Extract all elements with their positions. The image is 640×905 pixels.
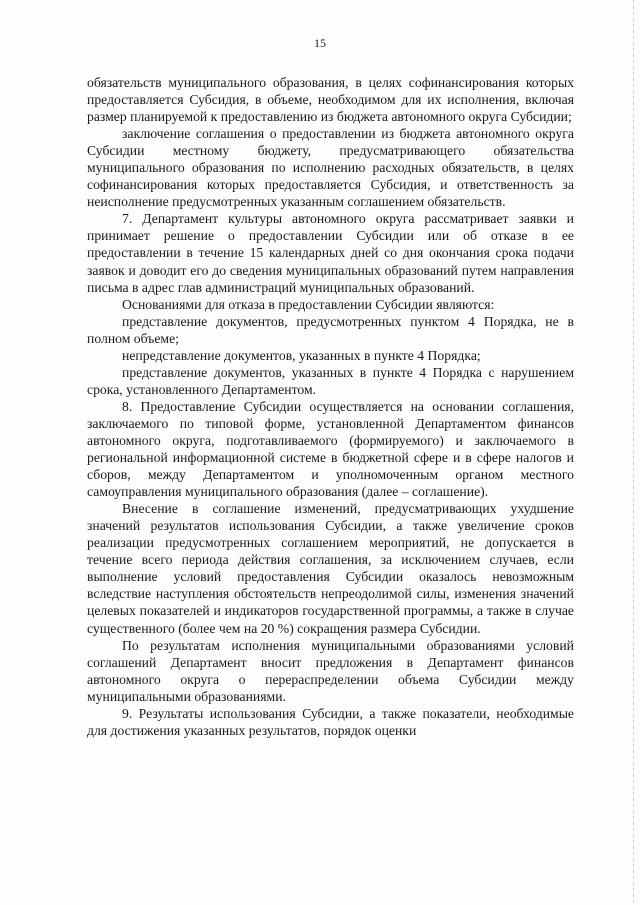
paragraph-refusal-late: представление документов, указанных в пункте 4 Порядка с нарушением срока, установленного Департаментом. [87,364,574,397]
paragraph-refusal-incomplete: представление документов, предусмотренных пунктом 4 Порядка, не в полном объеме; [87,313,574,346]
paragraph-refusal-grounds: Основаниями для отказа в предоставлении Субсидии являются: [122,296,495,312]
document-body [87,74,574,739]
paragraph-item-7: 7. Департамент культуры автономного округа рассматривает заявки и принимает решение о предоставлении Субсидии или об отказе в ее предоставлении в течение 15 календарных дней со дня окончания срока подачи заявок и доводит его до сведения муниципальных образований путем направления письма в адрес глав администраций муниципальных образований. [87,211,574,295]
paragraph-continuation: обязательств муниципального образования, в целях софинансирования которых предоставляется Субсидия, в объеме, необходимом для их исполнения, включая размер планируемой к предоставлению из бюджета автономного округа Субсидии; [87,75,574,125]
paragraph-redistribution: По результатам исполнения муниципальными образованиями условий соглашений Департамент вносит предложения в Департамент финансов автономного округа о перераспределении объема Субсидии между муниципальными образованиями. [87,637,574,704]
paragraph-item-8: 8. Предоставление Субсидии осуществляется на основании соглашения, заключаемого по типовой форме, установленной Департаментом финансов автономного округа, подготавливаемого (формируемого) и заключаемого в региональной информационной системе в бюджетной сфере и в сфере налогов и сборов, между Департаментом и уполномоченным органом местного самоуправления муниципального образования (далее – соглашение). [87,398,574,500]
paragraph-item-9: 9. Результаты использования Субсидии, а также показатели, необходимые для достижения указанных результатов, порядок оценки [87,705,574,738]
page-number: 15 [314,36,326,50]
paragraph-agreement-conclusion: заключение соглашения о предоставлении из бюджета автономного округа Субсидии местному бюджету, предусматривающего обязательства муниципального образования по исполнению расходных обязательств, в целях софинансирования которых предоставляется Субсидия, и ответственность за неисполнение предусмотренных указанным соглашением обязательств. [87,126,574,210]
paragraph-refusal-missing: непредставление документов, указанных в пункте 4 Порядка; [122,347,481,363]
scan-edge [633,0,634,905]
paragraph-amendments: Внесение в соглашение изменений, предусматривающих ухудшение значений результатов использования Субсидии, а также увеличение сроков реализации предусмотренных соглашением мероприятий, не допускается в течение всего периода действия соглашения, за исключением случаев, если выполнение условий предоставления Субсидии оказалось невозможным вследствие наступления обстоятельств непреодолимой силы, изменения значений целевых показателей и индикаторов государственной программы, а также в случае существенного (более чем на 20 %) сокращения размера Субсидии. [87,501,574,636]
